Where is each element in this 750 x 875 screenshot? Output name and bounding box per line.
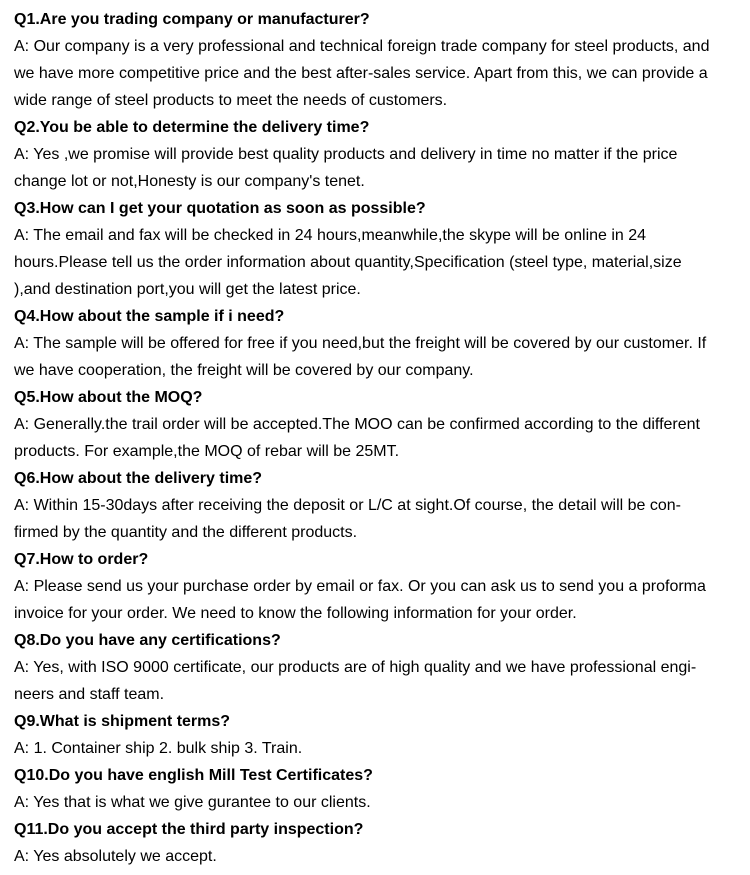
faq-item-q2	[14, 114, 736, 195]
faq-question: Q2.You be able to determine the delivery time?	[14, 119, 370, 136]
faq-answer-line: A: Yes absolutely we accept.	[14, 848, 217, 865]
faq-answer-line: A: The email and fax will be checked in 24 hours,meanwhile,the skype will be online in 24	[14, 227, 647, 244]
faq-answer-line: A: Generally.the trail order will be accepted.The MOO can be confirmed according to the different	[14, 416, 700, 433]
faq-item-q4	[14, 303, 736, 384]
faq-question: Q7.How to order?	[14, 551, 149, 568]
faq-question: Q6.How about the delivery time?	[14, 470, 263, 487]
faq-answer	[14, 330, 736, 384]
faq-question: Q8.Do you have any certifications?	[14, 632, 281, 649]
faq-answer-line: A: Yes that is what we give gurantee to our clients.	[14, 794, 371, 811]
faq-question: Q10.Do you have english Mill Test Certificates?	[14, 767, 373, 784]
faq-answer	[14, 411, 736, 465]
faq-item-q8	[14, 627, 736, 708]
faq-answer	[14, 33, 736, 114]
faq-answer	[14, 735, 736, 762]
faq-question: Q1.Are you trading company or manufacturer?	[14, 11, 370, 28]
faq-answer-line: products. For example,the MOQ of rebar will be 25MT.	[14, 443, 400, 460]
faq-answer-line: A: Yes ,we promise will provide best quality products and delivery in time no matter if the price	[14, 146, 678, 163]
faq-item-q9	[14, 708, 736, 762]
faq-item-q5	[14, 384, 736, 465]
faq-answer-line: A: Our company is a very professional and technical foreign trade company for steel products, and	[14, 38, 710, 55]
faq-answer-line: firmed by the quantity and the different products.	[14, 524, 358, 541]
faq-answer	[14, 492, 736, 546]
faq-answer-line: wide range of steel products to meet the needs of customers.	[14, 92, 448, 109]
faq-answer	[14, 222, 736, 303]
faq-answer	[14, 573, 736, 627]
faq-answer	[14, 789, 736, 816]
faq-answer-line: A: The sample will be offered for free if you need,but the freight will be covered by our customer. If	[14, 335, 707, 352]
faq-question: Q9.What is shipment terms?	[14, 713, 231, 730]
faq-answer-line: we have more competitive price and the best after-sales service. Apart from this, we can provide a	[14, 65, 708, 82]
faq-answer-line: neers and staff team.	[14, 686, 165, 703]
faq-answer-line: A: Within 15-30days after receiving the deposit or L/C at sight.Of course, the detail will be con-	[14, 497, 681, 514]
faq-answer	[14, 654, 736, 708]
faq-item-q3	[14, 195, 736, 303]
faq-question: Q11.Do you accept the third party inspection?	[14, 821, 364, 838]
faq-answer	[14, 141, 736, 195]
faq-question: Q3.How can I get your quotation as soon as possible?	[14, 200, 426, 217]
faq-question: Q4.How about the sample if i need?	[14, 308, 285, 325]
faq-answer-line: ),and destination port,you will get the latest price.	[14, 281, 361, 298]
faq-answer-line: invoice for your order. We need to know the following information for your order.	[14, 605, 577, 622]
faq-item-q6	[14, 465, 736, 546]
faq-answer-line: change lot or not,Honesty is our company's tenet.	[14, 173, 365, 190]
faq-item-q7	[14, 546, 736, 627]
faq-item-q11	[14, 816, 736, 870]
faq-answer	[14, 843, 736, 870]
faq-answer-line: A: Yes, with ISO 9000 certificate, our products are of high quality and we have professional engi-	[14, 659, 697, 676]
faq-answer-line: A: 1. Container ship 2. bulk ship 3. Train.	[14, 740, 303, 757]
faq-item-q10	[14, 762, 736, 816]
faq-answer-line: hours.Please tell us the order information about quantity,Specification (steel type, material,size	[14, 254, 682, 271]
faq-answer-line: we have cooperation, the freight will be covered by our company.	[14, 362, 474, 379]
faq-question: Q5.How about the MOQ?	[14, 389, 203, 406]
faq-answer-line: A: Please send us your purchase order by email or fax. Or you can ask us to send you a proforma	[14, 578, 706, 595]
faq-item-q1	[14, 6, 736, 114]
